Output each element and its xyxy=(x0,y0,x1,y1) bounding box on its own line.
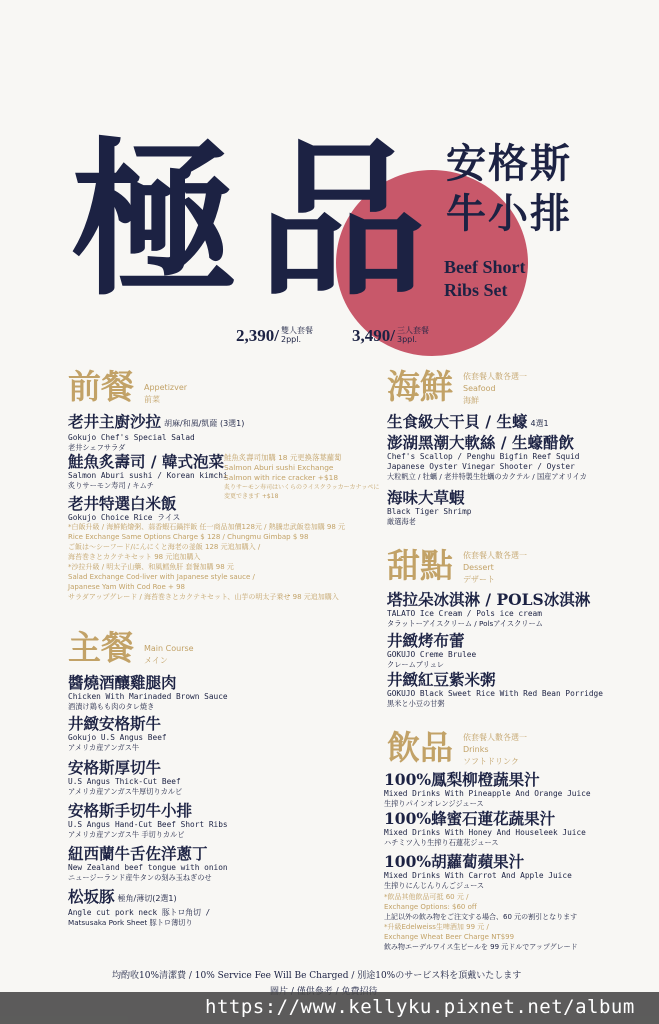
appetizer-title: 前餐 xyxy=(68,367,134,406)
dessert-sub-jp: デザート xyxy=(463,575,495,584)
price-two-value: 2,390/ xyxy=(236,326,279,345)
salmon-note-5: 変更できます +$18 xyxy=(224,493,279,500)
drinks-note-2: Exchange Options: $60 off xyxy=(384,903,477,911)
item-en: GOKUJO Black Sweet Rice With Red Bean Porridge xyxy=(387,689,603,698)
main-item-angus xyxy=(68,714,167,753)
header-char-ji: 極 xyxy=(70,121,238,319)
header-char-pin: 品 xyxy=(258,121,426,319)
item-en: Chef's Scallop / Penghu Bigfin Reef Squid xyxy=(387,451,580,461)
item-jp: Matsusaka Pork Sheet 豚トロ薄切り xyxy=(68,917,193,927)
drinks-sub-en: Drinks xyxy=(463,745,489,754)
item-name: 100%蜂蜜石蓮花蔬果汁 xyxy=(384,809,556,828)
item-name: 海味大草蝦 xyxy=(387,488,465,507)
item-name: 100%胡蘿蔔蘋果汁 xyxy=(384,852,525,871)
main-item-pork xyxy=(68,887,210,928)
item-en: Chicken With Marinaded Brown Sauce xyxy=(68,692,228,701)
item-jp: クレームブリュレ xyxy=(387,660,444,669)
title-en-line1: Beef Short xyxy=(444,257,526,277)
salmon-note-1: 鮭魚炙壽司加購 18 元更換落葉蘿蔔 xyxy=(224,453,342,462)
item-en: U.S Angus Thick-Cut Beef xyxy=(68,777,181,786)
rice-note-3: ご飯は～シーフード/にんにくと海老の釜飯 128 元追加購入 / xyxy=(68,543,261,551)
item-name: 老井主廚沙拉 xyxy=(68,412,162,431)
seafood-item-shrimp xyxy=(387,488,472,527)
main-item-short-ribs xyxy=(68,801,228,840)
dessert-sub-en: Dessert xyxy=(463,563,494,572)
main-item-pork-name-row xyxy=(68,887,210,908)
dessert-item-creme-brulee xyxy=(387,631,476,670)
drinks-title: 飲品 xyxy=(387,728,453,767)
seafood-sub-zh: 依套餐人數各選一 xyxy=(463,372,527,381)
main-course-sub-jp: メイン xyxy=(144,656,168,665)
rice-note-2: Rice Exchange Same Options Charge $ 128 / Chungmu Gimbap $ 98 xyxy=(68,533,309,541)
title-zh-line2: 牛小排 xyxy=(446,190,572,237)
item-tag: 4選1 xyxy=(530,418,549,428)
rice-notes xyxy=(68,522,345,602)
item-en: Gokujo Chef's Special Salad xyxy=(68,432,195,442)
service-fee-footer: 均酌收10%清潔費 / 10% Service Fee Will Be Charged / 別途10%のサービス料を頂戴いたします xyxy=(112,971,522,981)
salmon-notes xyxy=(224,453,379,501)
price-three-person xyxy=(352,326,429,346)
seafood-item-scallop-name-row xyxy=(387,412,587,433)
rice-note-4: 海苔巻きとカクテキセット 98 元追加購入 xyxy=(68,553,201,561)
item-jp: 生搾りにんじんりんごジュース xyxy=(384,881,485,890)
main-course-sub-en: Main Course xyxy=(144,644,194,653)
dessert-title: 甜點 xyxy=(387,546,453,585)
item-name: 塔拉朵冰淇淋 / POLS冰淇淋 xyxy=(387,590,591,609)
item-jp: 生搾りパインオレンジジュース xyxy=(384,799,484,808)
seafood-title: 海鮮 xyxy=(387,367,453,406)
main-item-beef-tongue xyxy=(68,844,228,883)
main-course-title: 主餐 xyxy=(68,628,134,667)
item-tag: 極角/薄切(2選1) xyxy=(117,893,177,903)
price-three-meta xyxy=(397,326,429,344)
price-three-label: 三人套餐 xyxy=(396,326,429,335)
drinks-note-1: *飲品其他飲品可抵 60 元 / xyxy=(384,893,469,901)
item-en: Gokujo U.S Angus Beef xyxy=(68,733,167,742)
item-en: Mixed Drinks With Honey And Houseleek Juice xyxy=(384,828,586,837)
item-name-2: 澎湖黑潮大軟絲 / 生蠔醋飲 xyxy=(387,432,574,452)
rice-note-6: Salad Exchange Cod-liver with Japanese style sauce / xyxy=(68,573,255,581)
item-en: Black Tiger Shrimp xyxy=(387,507,472,516)
item-en: Mixed Drinks With Pineapple And Orange Juice xyxy=(384,789,591,798)
price-three-ppl: 3ppl. xyxy=(396,335,417,344)
seafood-sub-jp: 海鮮 xyxy=(463,396,479,405)
drinks-item-honey xyxy=(384,809,586,848)
title-en-line2: Ribs Set xyxy=(444,280,508,300)
price-two-meta xyxy=(281,326,313,344)
item-en: New Zealand beef tongue with onion xyxy=(68,863,228,872)
item-jp: ハチミツ入り生搾り石蓮花ジュース xyxy=(384,838,499,847)
watermark-url: https://www.kellyku.pixnet.net/album xyxy=(205,996,635,1018)
item-jp: アメリカ産アンガス牛 手切りカルビ xyxy=(68,830,185,839)
item-jp: 黒米と小豆の甘粥 xyxy=(387,699,445,708)
item-jp: 老井シェフサラダ xyxy=(68,442,126,452)
appetizer-item-rice xyxy=(68,494,180,523)
appetizer-sub-en: Appetizver xyxy=(144,383,188,392)
item-jp: タラットーアイスクリーム / Polsアイスクリーム xyxy=(387,619,543,628)
item-jp: ニュージーランド産牛タンの刻み玉ねぎのせ xyxy=(68,873,212,882)
item-name: 安格斯手切牛小排 xyxy=(68,801,193,820)
rice-note-5: *沙拉升級 / 明太子山藥、和風鱈魚肝 套餐加購 98 元 xyxy=(68,563,234,571)
price-two-person xyxy=(236,326,313,346)
item-name: 井緻安格斯牛 xyxy=(68,714,162,733)
item-en: Gokujo Choice Rice ライス xyxy=(68,513,181,522)
drinks-sub-zh: 依套餐人數各選一 xyxy=(463,733,527,742)
dessert-sub-zh: 依套餐人數各選一 xyxy=(463,551,527,560)
salmon-note-3: Salmon with rice cracker +$18 xyxy=(224,473,339,482)
appetizer-item-salmon xyxy=(68,452,228,491)
salmon-note-2: Salmon Aburi sushi Exchange xyxy=(224,463,334,472)
item-en: Salmon Aburi sushi / Korean kimchi xyxy=(68,471,228,480)
item-jp: 炙りサーモン寿司 / キムチ xyxy=(68,481,154,490)
drinks-item-carrot xyxy=(384,852,572,891)
item-name: 松坂豚 xyxy=(68,887,115,906)
main-item-thick-cut xyxy=(68,758,182,797)
drinks-notes xyxy=(384,892,578,952)
item-jp: 酒漬け鶏もも肉のタレ焼き xyxy=(68,702,155,711)
drinks-note-4: *升級Edelweiss生啤酒加 99 元 / xyxy=(384,923,489,931)
dessert-item-rice-porridge xyxy=(387,670,603,709)
item-name: 醬燒酒釀雞腿肉 xyxy=(68,673,177,692)
rice-note-1: *白飯升級 / 海鮮餡燴粥、蒜香蝦石鍋拌飯 任一商品加價128元 / 熱騰忠武飯卷加購 98 元 xyxy=(68,523,346,531)
price-two-label: 雙人套餐 xyxy=(280,326,313,335)
item-jp: 大粒帆立 / 牡蠣 / 老井特製生牡蠣のカクテル / 国産アオリイカ xyxy=(387,471,587,481)
appetizer-sub-jp: 前菜 xyxy=(144,395,160,404)
item-jp: アメリカ産アンガス牛厚切りカルビ xyxy=(68,787,183,796)
item-name: 紐西蘭牛舌佐洋蔥丁 xyxy=(68,844,208,863)
price-three-value: 3,490/ xyxy=(352,326,395,345)
item-jp: アメリカ産アンガス牛 xyxy=(68,743,140,752)
seafood-sub-en: Seafood xyxy=(463,384,496,393)
appetizer-item-salad-name-row xyxy=(68,412,244,433)
item-en-2: Japanese Oyster Vinegar Shooter / Oyster xyxy=(387,461,575,471)
item-name: 鮭魚炙壽司 / 韓式泡菜 xyxy=(68,452,224,471)
drinks-note-5: Exchange Wheat Beer Charge NT$99 xyxy=(384,933,515,941)
rice-note-8: サラダアップグレード / 海苔巻きとカクテキセット、山芋の明太子乗せ 98 元追加購入 xyxy=(68,593,339,601)
seafood-item-scallop xyxy=(387,412,587,482)
price-two-ppl: 2ppl. xyxy=(280,335,301,344)
main-item-chicken xyxy=(68,673,228,712)
item-name: 井緻烤布蕾 xyxy=(387,631,465,650)
appetizer-item-salad xyxy=(68,412,244,453)
item-name: 安格斯厚切牛 xyxy=(68,758,162,777)
item-name: 生食級大干貝 / 生蠔 xyxy=(387,412,528,431)
title-zh-line1: 安格斯 xyxy=(446,140,572,187)
salmon-note-4: 炙りサーモン寿司はいくらのライスクラッカーカナッペに xyxy=(224,484,380,491)
item-en: TALATO Ice Cream / Pols ice cream xyxy=(387,609,542,618)
drinks-note-6: 飲み物エーデルワイス生ビールを 99 元ドルでアップグレード xyxy=(384,943,578,951)
item-en: Angle cut pork neck 豚トロ角切 / xyxy=(68,907,211,917)
item-en: U.S Angus Hand-Cut Beef Short Ribs xyxy=(68,820,228,829)
item-jp: 厳選海老 xyxy=(387,517,416,526)
item-tag: 胡麻/和風/凱薩 (3選1) xyxy=(164,418,245,428)
item-name: 井緻紅豆紫米粥 xyxy=(387,670,496,689)
item-en: GOKUJO Creme Brulee xyxy=(387,650,477,659)
drinks-note-3: 上記以外の飲み物をご注文する場合、60 元の割引となります xyxy=(384,913,578,921)
drinks-sub-jp: ソフトドリンク xyxy=(463,757,519,766)
item-en: Mixed Drinks With Carrot And Apple Juice xyxy=(384,871,572,880)
item-name: 100%鳳梨柳橙蔬果汁 xyxy=(384,770,540,789)
item-name: 老井特選白米飯 xyxy=(68,494,177,513)
drinks-item-pineapple xyxy=(384,770,591,809)
rice-note-7: Japanese Yam With Cod Roe + 98 xyxy=(68,583,185,591)
dessert-item-ice-cream xyxy=(387,590,590,629)
